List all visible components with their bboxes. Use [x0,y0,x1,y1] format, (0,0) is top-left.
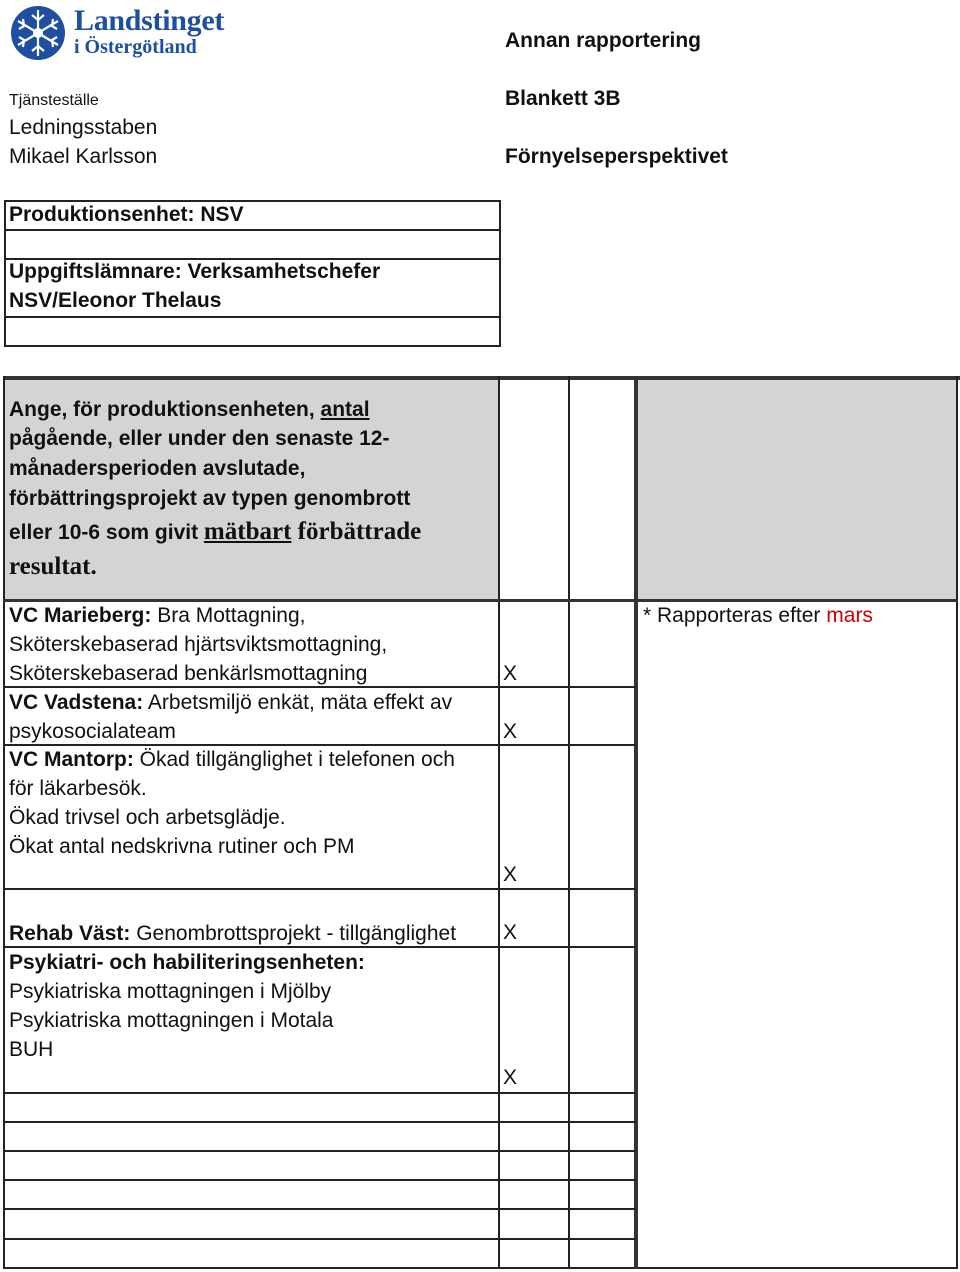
row-divider [3,1150,636,1152]
column-divider [634,376,638,1269]
person-name: Mikael Karlsson [9,145,158,168]
row-divider [3,1208,636,1210]
column-divider [498,376,500,1269]
project-line: Psykiatriska mottagningen i Motala [9,1009,334,1032]
row-divider [3,1238,636,1240]
project-row-rehab-vast: Rehab Väst: Genombrottsprojekt - tillgänglighet [9,922,457,945]
question-line: pågående, eller under den senaste 12- [9,427,390,450]
project-line: psykosocialateam [9,720,176,743]
submitter-line2: NSV/Eleonor Thelaus [9,289,222,312]
report-title: Annan rapportering [505,29,702,52]
project-row-marieberg: VC Marieberg: Bra Mottagning, [9,604,306,627]
logo-line2: i Östergötland [74,36,197,58]
snowflake-icon [8,4,68,62]
unit-label: Tjänsteställe [9,92,99,109]
project-line: Psykiatriska mottagningen i Mjölby [9,980,332,1003]
mark-x: X [503,921,518,944]
column-divider [568,376,570,1269]
project-line: för läkarbesök. [9,777,147,800]
perspective: Förnyelseperspektivet [505,145,728,168]
row-divider [3,888,636,890]
divider [4,229,501,231]
project-line: Sköterskebaserad benkärlsmottagning [9,662,368,685]
mark-x: X [503,863,518,886]
question-line: eller 10-6 som givit mätbart förbättrade [9,518,422,545]
mark-x: X [503,1066,518,1089]
divider [4,316,501,318]
project-line: Sköterskebaserad hjärtsviktsmottagning, [9,633,388,656]
project-line: Ökad trivsel och arbetsglädje. [9,806,286,829]
project-row-psykiatri: Psykiatri- och habiliteringsenheten: [9,951,365,974]
department: Ledningsstaben [9,116,158,139]
project-line: BUH [9,1038,54,1061]
table-left-border [3,376,5,1269]
question-line: månadersperioden avslutade, [9,457,306,480]
table-right-border [956,376,958,1269]
table-bottom-border [3,1267,958,1269]
production-unit: Produktionsenhet: NSV [9,203,244,226]
question-line: resultat. [9,553,97,580]
submitter-line1: Uppgiftslämnare: Verksamhetschefer [9,260,381,283]
project-line: Ökat antal nedskrivna rutiner och PM [9,835,355,858]
report-note: * Rapporteras efter mars [643,604,873,627]
row-divider [3,1092,636,1094]
project-row-mantorp: VC Mantorp: Ökad tillgänglighet i telefonen och [9,748,455,771]
project-row-vadstena: VC Vadstena: Arbetsmiljö enkät, mäta effekt av [9,691,453,714]
header-cell-grey [638,379,958,600]
mark-x: X [503,720,518,743]
question-line: Ange, för produktionsenheten, antal [9,398,370,421]
logo-line1: Landstinget [74,4,225,37]
logo [8,2,258,64]
question-line: förbättringsprojekt av typen genombrott [9,487,411,510]
mark-x: X [503,662,518,685]
row-divider [3,1121,636,1123]
form-name: Blankett 3B [505,87,621,110]
table-top-border [3,376,960,380]
row-divider [3,1179,636,1181]
